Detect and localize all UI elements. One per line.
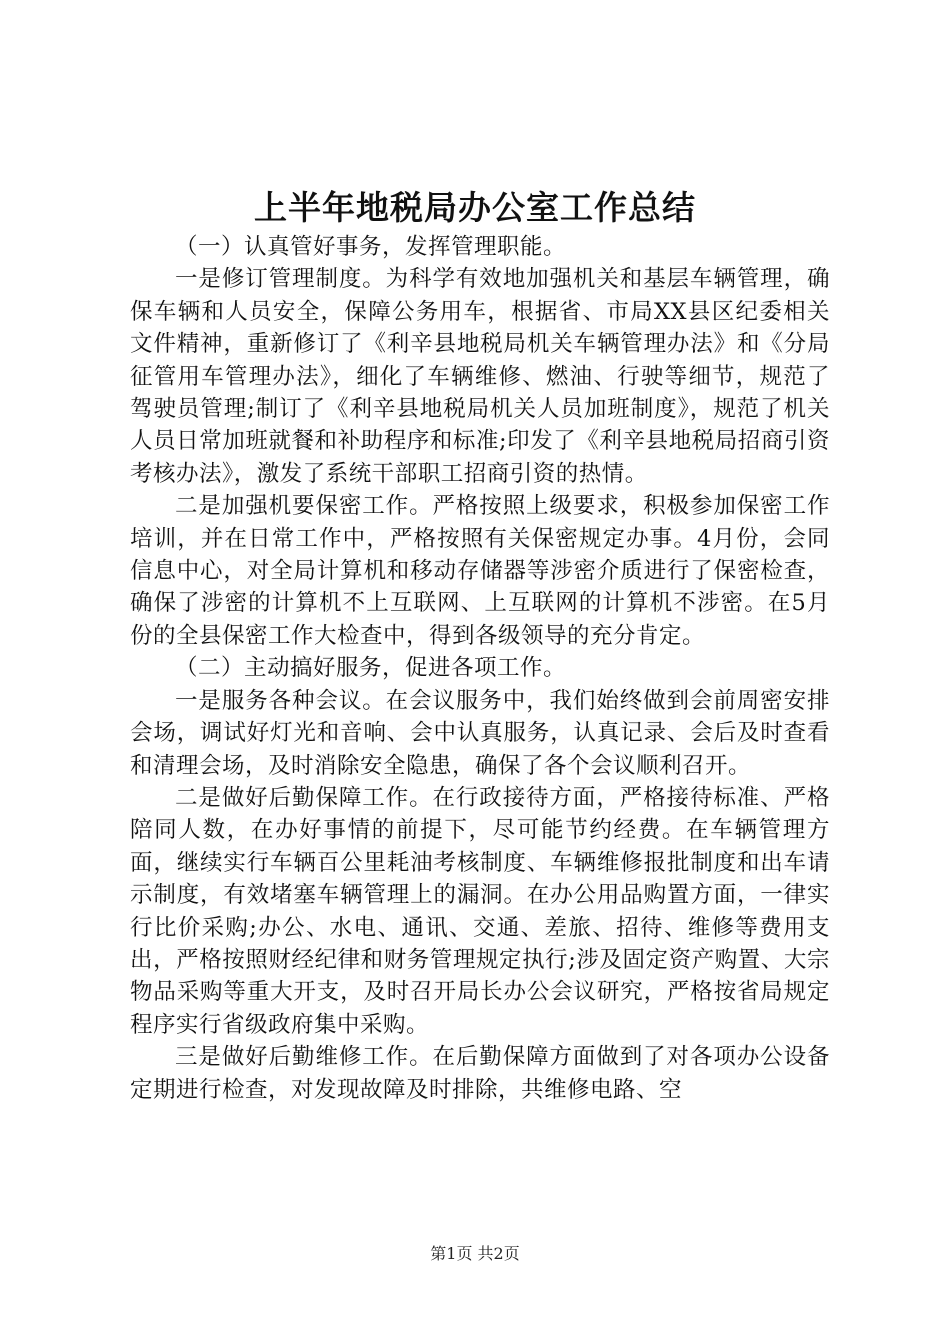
document-title: 上半年地税局办公室工作总结 bbox=[254, 188, 696, 227]
document-body bbox=[130, 231, 830, 1106]
paragraph-maintenance: 三是做好后勤维修工作。在后勤保障方面做到了对各项办公设备定期进行检查，对发现故障及时排除，共维修电路、空 bbox=[130, 1044, 830, 1103]
section-heading-2: （二）主动搞好服务，促进各项工作。 bbox=[175, 655, 567, 682]
paragraph-revise-rules: 一是修订管理制度。为科学有效地加强机关和基层车辆管理，确保车辆和人员安全，保障公务用车，根据省、市局XX县区纪委相关文件精神，重新修订了《利辛县地税局机关车辆管理办法》和《分局征管用车管理办法》，细化了车辆维修、燃油、行驶等细节，规范了驾驶员管理;制订了《利辛县地税局机关人员加班制度》，规范了机关人员日常加班就餐和补助程序和标准;印发了《利辛县地税局招商引资考核办法》，激发了系统干部职工招商引资的热情。 bbox=[130, 266, 830, 487]
page-number: 第1页 共2页 bbox=[430, 1244, 520, 1263]
paragraph-logistics-support: 二是做好后勤保障工作。在行政接待方面，严格接待标准、严格陪同人数，在办好事情的前提下，尽可能节约经费。在车辆管理方面，继续实行车辆百公里耗油考核制度、车辆维修报批制度和出车请示制度，有效堵塞车辆管理上的漏洞。在办公用品购置方面，一律实行比价采购;办公、水电、通讯、交通、差旅、招待、维修等费用支出，严格按照财经纪律和财务管理规定执行;涉及固定资产购置、大宗物品采购等重大开支，及时召开局长办公会议研究，严格按省局规定程序实行省级政府集中采购。 bbox=[130, 784, 830, 1038]
paragraph-meeting-service: 一是服务各种会议。在会议服务中，我们始终做到会前周密安排会场，调试好灯光和音响、会中认真服务，认真记录、会后及时查看和清理会场，及时消除安全隐患，确保了各个会议顺利召开。 bbox=[130, 687, 830, 779]
paragraph-confidentiality: 二是加强机要保密工作。严格按照上级要求，积极参加保密工作培训，并在日常工作中，严格按照有关保密规定办事。4月份，会同信息中心，对全局计算机和移动存储器等涉密介质进行了保密检查，确保了涉密的计算机不上互联网、上互联网的计算机不涉密。在5月份的全县保密工作大检查中，得到各级领导的充分肯定。 bbox=[130, 493, 830, 649]
section-heading-1: （一）认真管好事务，发挥管理职能。 bbox=[175, 234, 567, 260]
